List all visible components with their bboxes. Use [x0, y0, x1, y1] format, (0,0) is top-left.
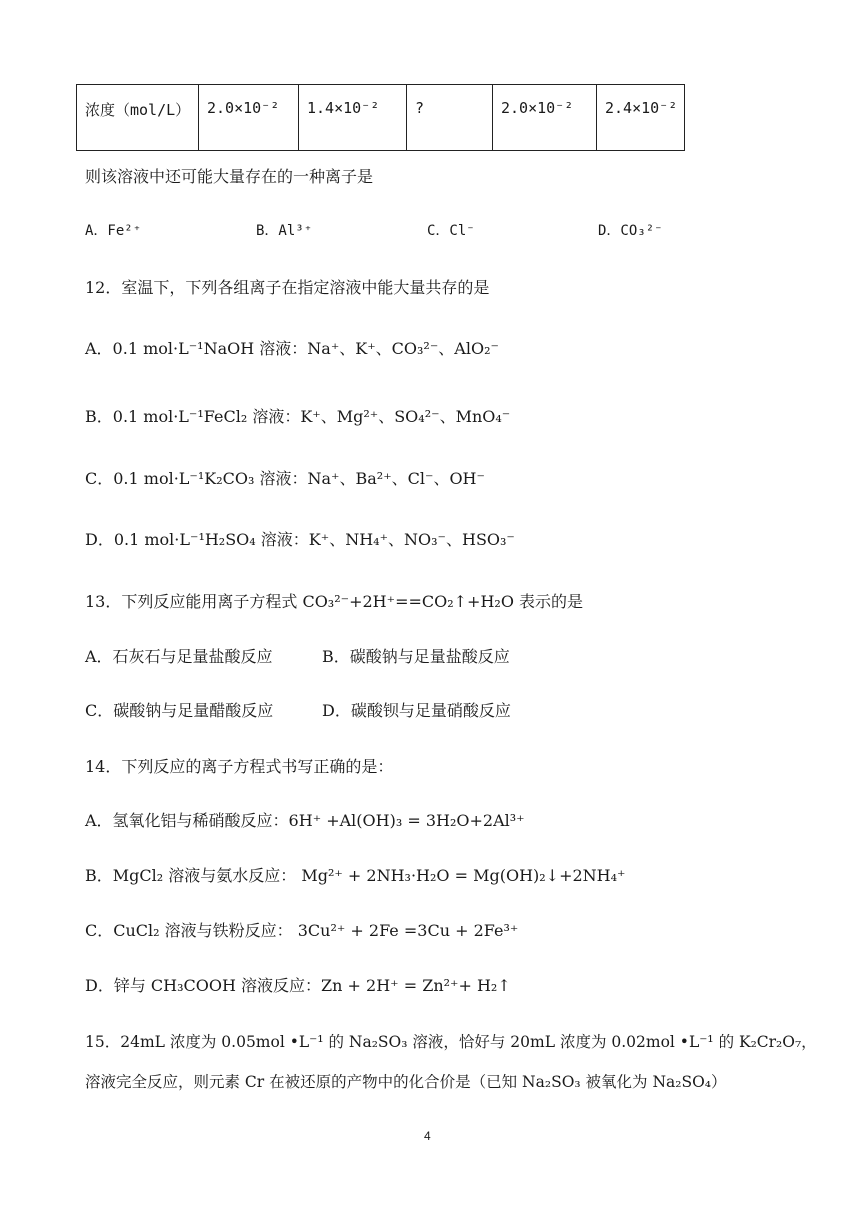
- question-15-line-1: 15．24mL 浓度为 0.05mol •L⁻¹ 的 Na₂SO₃ 溶液，恰好与 20mL 浓度为 0.02mol •L⁻¹ 的 K₂Cr₂O₇，: [85, 1033, 817, 1051]
- table-cell: 2.0×10⁻²: [493, 85, 597, 151]
- table-header-cell: 浓度（mol/L）: [77, 85, 199, 151]
- option-d: D．CO₃²⁻: [598, 223, 663, 239]
- q12-option-b: B．0.1 mol·L⁻¹FeCl₂ 溶液：K⁺、Mg²⁺、SO₄²⁻、MnO₄⁻: [85, 407, 511, 426]
- table-cell: 1.4×10⁻²: [299, 85, 407, 151]
- question-14-stem: 14．下列反应的离子方程式书写正确的是：: [85, 757, 394, 776]
- table-cell: 2.4×10⁻²: [597, 85, 685, 151]
- option-a: A．Fe²⁺: [85, 223, 142, 239]
- q13-option-b: B．碳酸钠与足量盐酸反应: [322, 647, 510, 666]
- question-15-line-2: 溶液完全反应，则元素 Cr 在被还原的产物中的化合价是（已知 Na₂SO₃ 被氧化为 Na₂SO₄）: [85, 1073, 727, 1091]
- q14-option-d: D．锌与 CH₃COOH 溶液反应：Zn + 2H⁺ = Zn²⁺+ H₂↑: [85, 976, 511, 995]
- q13-option-c: C．碳酸钠与足量醋酸反应: [85, 701, 274, 720]
- q14-option-a: A．氢氧化铝与稀硝酸反应：6H⁺ +Al(OH)₃ = 3H₂O+2Al³⁺: [85, 811, 525, 830]
- table-cell: 2.0×10⁻²: [199, 85, 299, 151]
- q12-option-c: C．0.1 mol·L⁻¹K₂CO₃ 溶液：Na⁺、Ba²⁺、Cl⁻、OH⁻: [85, 469, 485, 488]
- q12-option-a: A．0.1 mol·L⁻¹NaOH 溶液：Na⁺、K⁺、CO₃²⁻、AlO₂⁻: [85, 339, 499, 358]
- q14-option-b: B．MgCl₂ 溶液与氨水反应： Mg²⁺ + 2NH₃·H₂O = Mg(OH)₂↓+2NH₄⁺: [85, 866, 626, 885]
- q13-option-a: A．石灰石与足量盐酸反应: [85, 647, 273, 666]
- q14-option-c: C．CuCl₂ 溶液与铁粉反应： 3Cu²⁺ + 2Fe =3Cu + 2Fe³⁺: [85, 921, 519, 940]
- concentration-table: [76, 84, 685, 151]
- question-stem: 则该溶液中还可能大量存在的一种离子是: [85, 167, 374, 186]
- page-number: 4: [424, 1129, 431, 1143]
- option-b: B．Al³⁺: [256, 223, 313, 239]
- q13-option-d: D．碳酸钡与足量硝酸反应: [322, 701, 511, 720]
- option-c: C．Cl⁻: [427, 223, 475, 239]
- question-12-stem: 12．室温下，下列各组离子在指定溶液中能大量共存的是: [85, 278, 490, 297]
- q12-option-d: D．0.1 mol·L⁻¹H₂SO₄ 溶液：K⁺、NH₄⁺、NO₃⁻、HSO₃⁻: [85, 530, 515, 549]
- table-cell: ?: [407, 85, 493, 151]
- question-13-stem: 13．下列反应能用离子方程式 CO₃²⁻+2H⁺==CO₂↑+H₂O 表示的是: [85, 592, 584, 611]
